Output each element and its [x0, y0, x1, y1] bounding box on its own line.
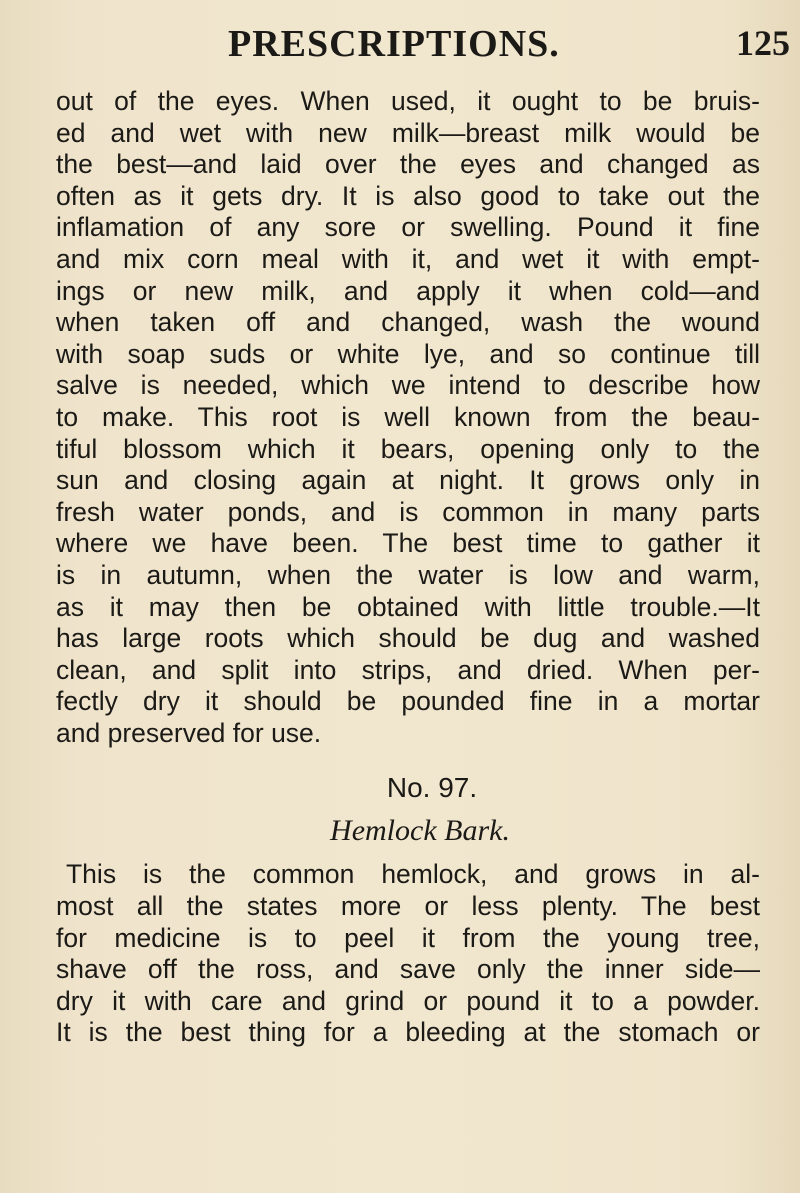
text-line: sun and closing again at night. It grows only in	[56, 465, 760, 496]
text-line: ings or new milk, and apply it when cold—and	[56, 275, 760, 306]
text-line: tiful blossom which it bears, opening only to the	[56, 433, 760, 464]
text-line: most all the states more or less plenty. The best	[56, 891, 760, 922]
body-text	[56, 86, 760, 1049]
text-line: often as it gets dry. It is also good to take out the	[56, 180, 760, 211]
text-line: ed and wet with new milk—breast milk would be	[56, 117, 760, 148]
text-line: the best—and laid over the eyes and changed as	[56, 149, 760, 180]
text-line: when taken off and changed, wash the wound	[56, 307, 760, 338]
text-line: to make. This root is well known from the beau-	[56, 401, 760, 432]
section-title: Hemlock Bark.	[330, 814, 510, 848]
text-line: inflamation of any sore or swelling. Pound it fine	[56, 212, 760, 243]
text-line: has large roots which should be dug and washed	[56, 623, 760, 654]
text-line: is in autumn, when the water is low and warm,	[56, 559, 760, 590]
text-line: fresh water ponds, and is common in many parts	[56, 496, 760, 527]
text-line: clean, and split into strips, and dried. When per-	[56, 654, 760, 685]
text-line: with soap suds or white lye, and so continue till	[56, 338, 760, 369]
text-line: shave off the ross, and save only the inner side—	[56, 954, 760, 985]
text-line: for medicine is to peel it from the young tree,	[56, 922, 760, 953]
text-line: It is the best thing for a bleeding at the stomach or	[56, 1017, 760, 1048]
text-line: salve is needed, which we intend to describe how	[56, 370, 760, 401]
text-line: fectly dry it should be pounded fine in a mortar	[56, 686, 760, 717]
text-line: as it may then be obtained with little trouble.—It	[56, 591, 760, 622]
paragraph-hemlock	[56, 859, 760, 1049]
text-line: and mix corn meal with it, and wet it with empt-	[56, 243, 760, 274]
paragraph-continued	[56, 86, 760, 749]
text-line: where we have been. The best time to gather it	[56, 528, 760, 559]
text-line: This is the common hemlock, and grows in al-	[66, 859, 760, 890]
running-head	[48, 22, 790, 72]
section-number: No. 97.	[386, 772, 478, 804]
text-line: and preserved for use.	[56, 717, 322, 748]
running-title: PRESCRIPTIONS.	[228, 23, 560, 65]
text-line: out of the eyes. When used, it ought to be bruis-	[56, 86, 760, 116]
page-number: 125	[736, 23, 790, 63]
text-line: dry it with care and grind or pound it to a powder.	[56, 985, 760, 1016]
